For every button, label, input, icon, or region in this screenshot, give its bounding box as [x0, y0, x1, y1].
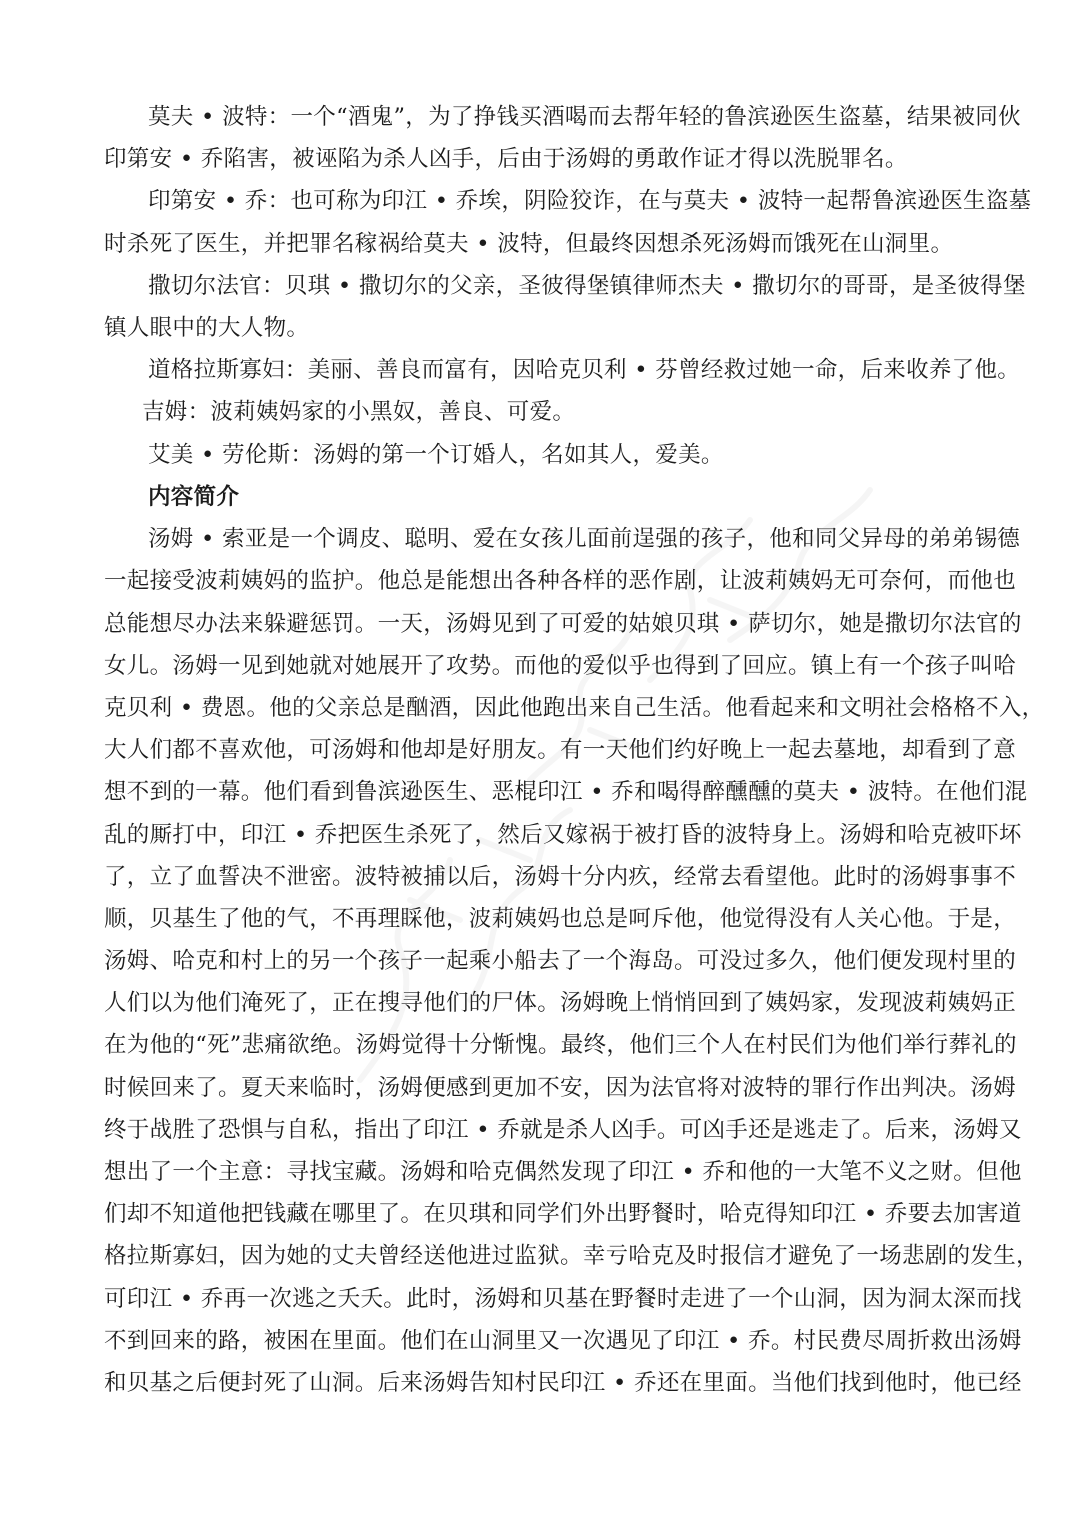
synopsis-line: 终于战胜了恐惧与自私，指出了印江 • 乔就是杀人凶手。可凶手还是逃走了。后来，汤姆又: [104, 1116, 1022, 1143]
character-judge-thatcher-line-2: 镇人眼中的大人物。: [104, 314, 310, 341]
synopsis-line: 了，立了血誓决不泄密。波特被捕以后，汤姆十分内疚，经常去看望他。此时的汤姆事事不: [104, 863, 1017, 890]
synopsis-line: 汤姆、哈克和村上的另一个孩子一起乘小船去了一个海岛。可没过多久，他们便发现村里的: [104, 948, 1017, 975]
synopsis-line: 一起接受波莉姨妈的监护。他总是能想出各种各样的恶作剧，让波莉姨妈无可奈何，而他也: [104, 568, 1017, 595]
synopsis-section: [104, 476, 1045, 1404]
synopsis-line: 大人们都不喜欢他，可汤姆和他却是好朋友。有一天他们约好晚上一起去墓地，却看到了意: [104, 737, 1017, 764]
character-muff-potter-line-1: 莫夫 • 波特：一个“酒鬼”，为了挣钱买酒喝而去帮年轻的鲁滨逊医生盗墓，结果被同伙: [148, 104, 1021, 130]
synopsis-line: 不到回来的路，被困在里面。他们在山洞里又一次遇见了印江 • 乔。村民费尽周折救出汤姆: [104, 1327, 1022, 1354]
synopsis-line: 汤姆 • 索亚是一个调皮、聪明、爱在女孩儿面前逞强的孩子，他和同父异母的弟弟锡德: [148, 526, 1021, 553]
synopsis-line: 可印江 • 乔再一次逃之夭夭。此时，汤姆和贝基在野餐时走进了一个山洞，因为洞太深而找: [104, 1285, 1022, 1312]
synopsis-line: 人们以为他们淹死了，正在搜寻他们的尸体。汤姆晚上悄悄回到了姨妈家，发现波莉姨妈正: [104, 990, 1017, 1017]
synopsis-line: 总能想尽办法来躲避惩罚。一天，汤姆见到了可爱的姑娘贝琪 • 萨切尔，她是撒切尔法官的: [104, 610, 1022, 637]
synopsis-line: 在为他的“死”悲痛欲绝。汤姆觉得十分惭愧。最终，他们三个人在村民们为他们举行葬礼的: [104, 1032, 1017, 1059]
synopsis-line: 格拉斯寡妇，因为她的丈夫曾经送他进过监狱。幸亏哈克及时报信才避免了一场悲剧的发生，: [104, 1243, 1039, 1270]
synopsis-line: 想不到的一幕。他们看到鲁滨逊医生、恶棍印江 • 乔和喝得醉醺醺的莫夫 • 波特。在他们混: [104, 779, 1028, 806]
character-injun-joe-line-2: 时杀死了医生，并把罪名稼祸给莫夫 • 波特，但最终因想杀死汤姆而饿死在山洞里。: [104, 230, 954, 257]
character-widow-douglas-line: 道格拉斯寡妇：美丽、善良而富有，因哈克贝利 • 芬曾经救过她一命，后来收养了他。: [148, 357, 1021, 384]
synopsis-line: 想出了一个主意：寻找宝藏。汤姆和哈克偶然发现了印江 • 乔和他的一大笔不义之财。但他: [104, 1159, 1022, 1185]
synopsis-body: [104, 518, 1045, 1404]
character-list: [104, 96, 1032, 476]
character-jim-line: 吉姆：波莉姨妈家的小黑奴，善良、可爱。: [142, 399, 576, 426]
synopsis-line: 时候回来了。夏天来临时，汤姆便感到更加不安，因为法官将对波特的罪行作出判决。汤姆: [104, 1074, 1017, 1101]
character-injun-joe-line-1: 印第安 • 乔：也可称为印江 • 乔埃，阴险狡诈，在与莫夫 • 波特一起帮鲁滨逊医生盗墓: [148, 188, 1032, 215]
character-muff-potter-line-2: 印第安 • 乔陷害，被诬陷为杀人凶手，后由于汤姆的勇敢作证才得以洗脱罪名。: [104, 146, 908, 173]
synopsis-line: 们却不知道他把钱藏在哪里了。在贝琪和同学们外出野餐时，哈克得知印江 • 乔要去加害道: [104, 1201, 1022, 1228]
character-judge-thatcher-line-1: 撒切尔法官：贝琪 • 撒切尔的父亲，圣彼得堡镇律师杰夫 • 撒切尔的哥哥，是圣彼得堡: [148, 272, 1026, 299]
synopsis-line: 克贝利 • 费恩。他的父亲总是酗酒，因此他跑出来自己生活。他看起来和文明社会格格不入，: [104, 694, 1045, 721]
synopsis-heading: 内容简介: [148, 484, 240, 510]
synopsis-line: 女儿。汤姆一见到她就对她展开了攻势。而他的爱似乎也得到了回应。镇上有一个孩子叫哈: [104, 652, 1017, 679]
synopsis-line: 和贝基之后便封死了山洞。后来汤姆告知村民印江 • 乔还在里面。当他们找到他时，他已经: [104, 1369, 1022, 1396]
character-amy-lawrence-line: 艾美 • 劳伦斯：汤姆的第一个订婚人，名如其人，爱美。: [148, 441, 724, 468]
synopsis-line: 乱的厮打中，印江 • 乔把医生杀死了，然后又嫁祸于被打昏的波特身上。汤姆和哈克被吓坏: [104, 821, 1022, 848]
synopsis-line: 顺，贝基生了他的气，不再理睬他，波莉姨妈也总是呵斥他，他觉得没有人关心他。于是，: [104, 905, 1017, 932]
